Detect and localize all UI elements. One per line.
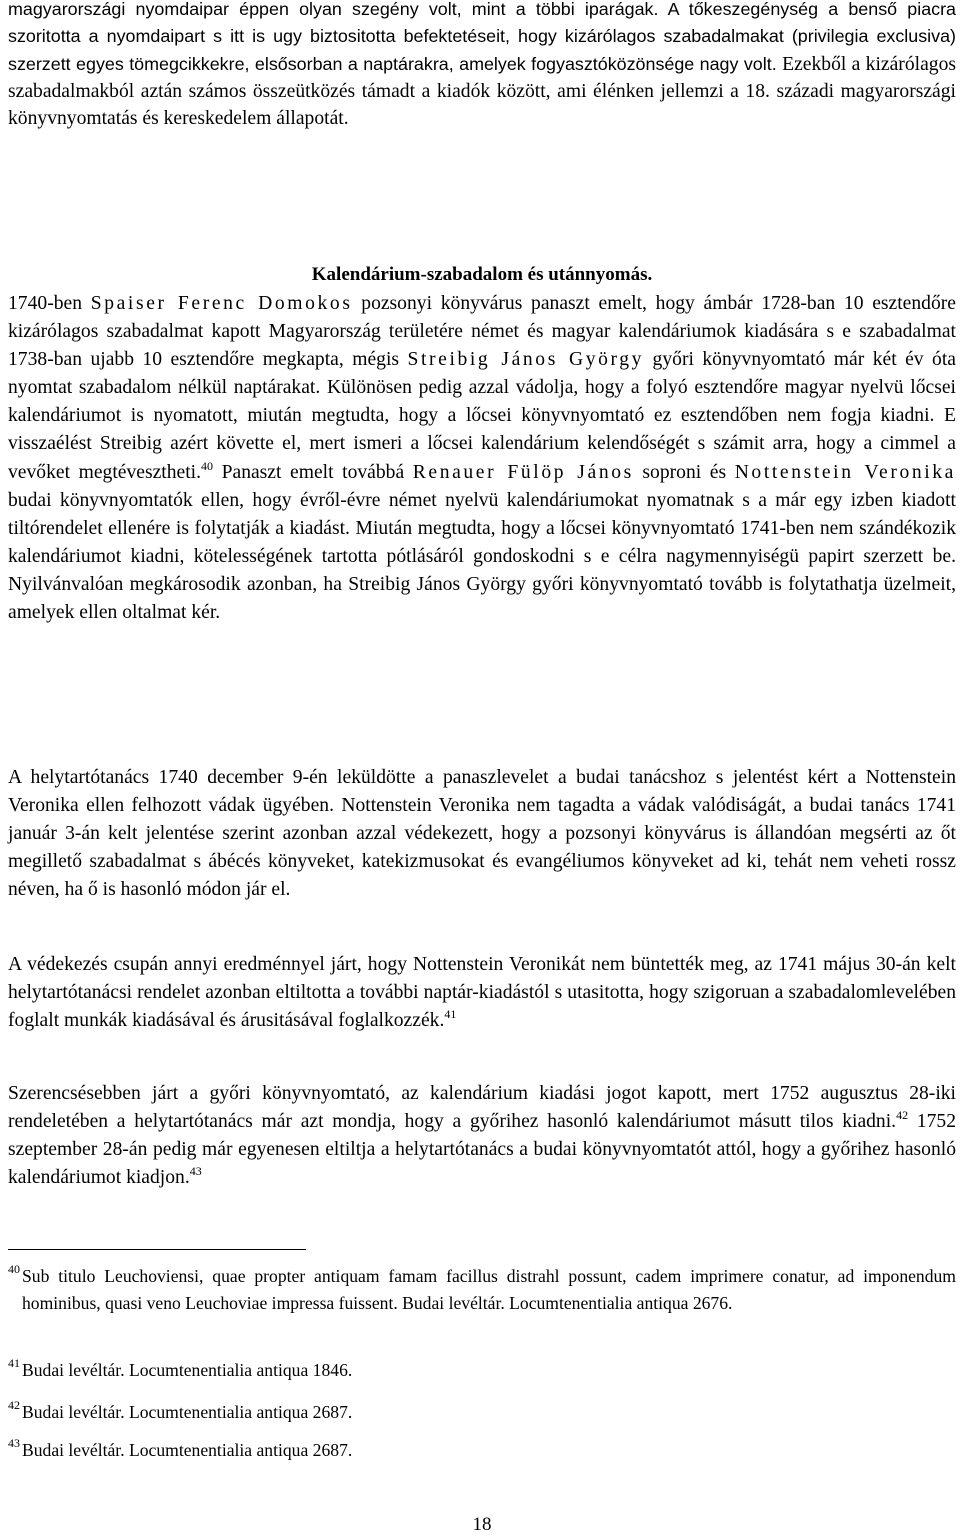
paragraph-3 [8,951,956,1035]
footnote-40 [8,1263,956,1317]
p1-text-f: budai könyvnyomtatók ellen, hogy évről-évre német nyelvü kalendáriumokat nyomatnak s a már egy izben kiadott tiltórendelet ellenére is folytatják a kiadást. Miután megtudta, hogy a lőcsei könyvnyomtató 1741-ben nem szándékozik kalendáriumot kiadni, kötelességének tartotta pótlásáról gondoskodni s e célra nagymennyiségü papirt szerzett be. Nyilvánvalóan megkárosodik azonban, ha Streibig János György győri könyvnyomtató tovább is folytathatja üzelmeit, amelyek ellen oltalmat kér. [8,489,956,624]
p1-text-d: Panaszt emelt továbbá [221,461,405,483]
section-heading: Kalendárium-szabadalom és utánnyomás. [311,264,653,285]
p1-text-c: győri könyvnyomtató már két év óta nyomtat szabadalom nélkül naptárakat. Különösen pedig azzal vádolja, hogy a folyó esztendőre magyar nyelvü lőcsei kalendáriumot is nyomatott, miután megtudta, hogy a lőcsei könyvnyomtató ez esztendőben nem fogja kiadni. E visszaélést Streibig azért követte el, mert ismeri a lőcsei kalendárium kelendőségét s számit arra, hogy a cimmel a vevőket megtévesztheti. [8,349,956,483]
footnote-43 [8,1437,956,1464]
page-number: 18 [472,1514,492,1535]
footnote-ref-42[interactable]: 42 [896,1108,909,1123]
name-renauer: Renauer Fülöp János [412,461,634,483]
footnote-number: 40 [8,1262,20,1276]
p4-text-a: Szerencsésebben járt a győri könyvnyomtató, az kalendárium kiadási jogot kapott, mert 1752 augusztus 28-iki rendeletében a helytartótanács már azt mondja, hogy a győrihez hasonló kalendáriumot másutt tilos kiadni. [8,1083,956,1133]
footnote-text: Budai levéltár. Locumtenentialia antiqua 1846. [22,1360,353,1380]
paragraph-4 [8,1080,956,1192]
intro-text-2: Ezekből a kizárólagos szabadalmakból aztán számos összeütközés támadt a kiadók között, ami élénken jellemzi a 18. századi magyarországi könyvnyomtatás és kereskedelem állapotát. [8,53,956,130]
footnote-ref-40[interactable]: 40 [201,458,214,473]
paragraph-2: A helytartótanács 1740 december 9-én leküldötte a panaszlevelet a budai tanácshoz s jelentést kért a Nottenstein Veronika ellen felhozott vádak ügyében. Nottenstein Veronika nem tagadta a vádak valódiságát, a budai tanács 1741 január 3-án kelt jelentése szerint azonban azzal védekezett, hogy a pozsonyi könyvárus is állandóan megsérti az őt megillető szabadalmat s ábécés könyveket, katekizmusokat és evangéliumos könyveket ad ki, tehát nem veheti rossz néven, ha ő is hasonló módon jár el. [8,767,956,901]
footnote-number: 41 [8,1356,20,1370]
footnote-42 [8,1399,956,1426]
footnote-divider [8,1249,306,1250]
intro-text: magyarországi nyomdaipar éppen olyan szegény volt, mint a többi iparágak. A tőkeszegénység a benső piacra szoritotta a nyomdaipart s itt is ugy biztositotta befektetéseit, hogy kizárólagos szabadalmakat (privilegia exclusiva) szerzett egyes tömegcikkekre, elsősorban a naptárakra, amelyek fogyasztóközönsége nagy volt. [8,0,956,74]
footnote-41 [8,1357,956,1384]
footnote-text: Budai levéltár. Locumtenentialia antiqua 2687. [22,1440,353,1460]
p1-text-b: pozsonyi könyvárus panaszt emelt, hogy ámbár 1728-ban 10 esztendőre kizárólagos szabadalmat kapott Magyarország területére német és magyar kalendáriumok kiadására s e szabadalmat 1738-ban ujabb 10 esztendőre megkapta, mégis [8,293,956,371]
intro-paragraph [8,0,956,132]
intro-text-continued [8,0,956,132]
footnote-ref-43[interactable]: 43 [189,1164,202,1179]
name-spaiser: Spaiser Ferenc Domokos [90,293,353,314]
name-streibig: Streibig János György [407,349,645,371]
footnote-text: Sub titulo Leuchoviensi, quae propter antiquam famam facillus distrahl possunt, cadem imprimere conatur, ad imponendum hominibus, quasi veno Leuchoviae impressa fuissent. Budai levéltár. Locumtenentialia antiqua 2676. [22,1266,956,1313]
footnote-number: 43 [8,1436,20,1450]
name-nottenstein: Nottenstein Veronika [734,461,956,483]
paragraph-1 [8,290,956,627]
p1-text-e: soproni és [642,461,727,483]
p1-text-a: 1740-ben [8,293,83,314]
p4-text-b: 1752 szeptember 28-án pedig már egyenesen eltiltja a helytartótanács a budai könyvnyomtatót attól, hogy a győrihez hasonló kalendáriumot kiadjon. [8,1111,956,1189]
footnote-text: Budai levéltár. Locumtenentialia antiqua 2687. [22,1402,353,1422]
footnote-number: 42 [8,1398,20,1412]
p3-text: A védekezés csupán annyi eredménnyel járt, hogy Nottenstein Veronikát nem büntették meg, az 1741 május 30-án kelt helytartótanácsi rendelet azonban eltiltotta a további naptár-kiadástól s utasitotta, hogy szigoruan a szabadalomlevelében foglalt munkák kiadásával és árusitásával foglalkozzék. [8,954,956,1032]
footnote-ref-41[interactable]: 41 [444,1007,457,1022]
